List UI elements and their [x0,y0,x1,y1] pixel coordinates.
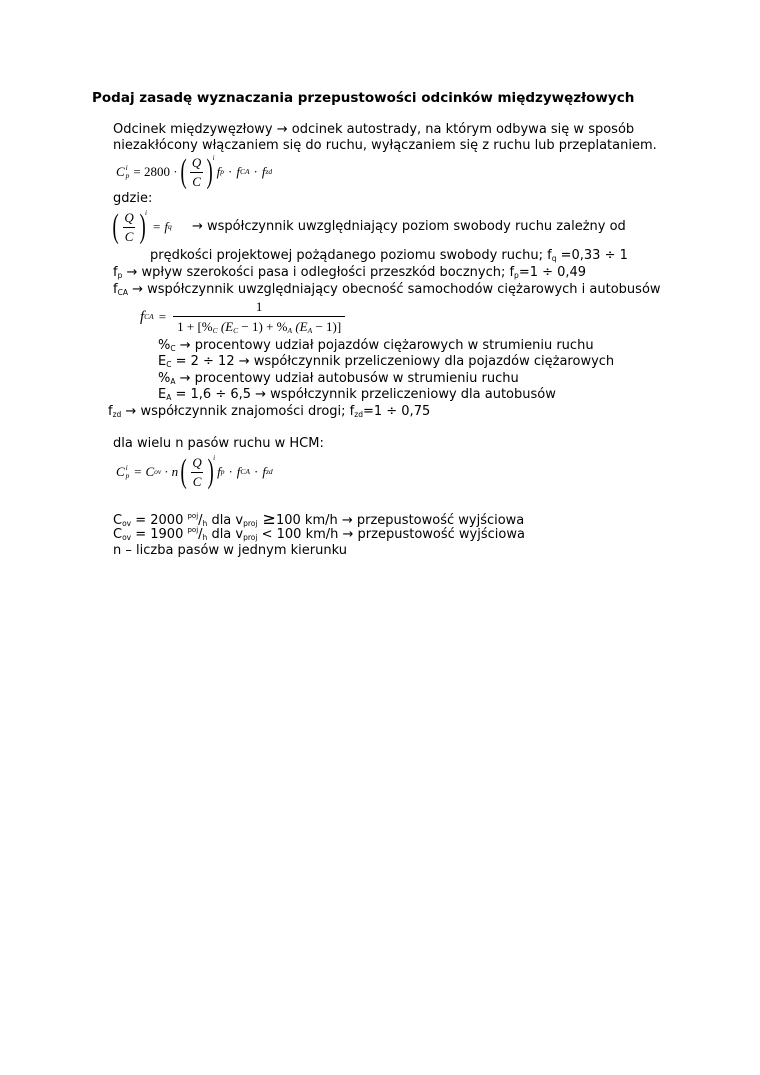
formula-eq: = 2800 · [133,164,178,179]
fq-q: Q [124,209,134,225]
fzd-line: $f_{zd}$ → współczynnik znajomości drogi; $f_{zd}=1 \div 0,75$ [108,404,431,419]
f2-fzd: f [262,464,266,479]
fq-sup: i [145,209,147,217]
hcm-formula: C i p = C ov · n ( $\frac{Q}{C}$ ) i f p · f CA · f zd [116,452,273,492]
f2-q: Q [192,454,202,470]
page-title: Podaj zasadę wyznaczania przepustowości odcinków międzywęzłowych [92,90,635,106]
f2-c-sub: p [125,471,130,480]
hcm-intro: dla wielu n pasów ruchu w HCM: [113,436,324,451]
f-zd: f [261,164,266,179]
fq-formula: ( $\frac{Q}{C}$ ) i = f q [110,207,172,247]
f2-dot: · [164,464,169,479]
f2-c: C [116,464,125,479]
fq-desc-2: prędkości projektowej pożądanego poziomu swobody ruchu; $f_q =0,33 \div 1$ [150,248,628,263]
f2-dot1: · [228,464,233,479]
f-p: f [216,164,221,179]
pa-line: $\%_A$ → procentowy udział autobusów w strumieniu ruchu [158,371,519,386]
cov-2000-line: $C_{ov} = 2000$ $^{poj}/_h$ dla $v_{proj} \ge 100$ km/h → przepustowość wyjściowa [113,509,525,528]
fca-den: $1 + [\%_C$ $(E_C - 1) + \%_A$ $(E_A - 1)$] [173,316,345,335]
dot-2: · [253,164,258,179]
f2-n: n [171,464,179,479]
fca-eq: = [158,309,167,324]
formula-c-sup: i [125,163,128,172]
intro-line-2: niezakłócony włączaniem się do ruchu, wyłączaniem się z ruchu lub przeplataniem. [113,138,657,153]
fq-eq: = [153,219,161,234]
f2-cden: C [192,473,202,489]
fca-line: $f_{CA}$ → współczynnik uwzględniający obecność samochodów ciężarowych i autobusów [113,282,661,297]
fq-f: f [164,219,168,234]
fca-num: 1 [255,299,263,314]
f2-c-sup: i [125,463,128,472]
f2-paren-sup: i [213,454,216,462]
f2-fp: f [217,464,221,479]
paren-sup: i [212,154,215,162]
n-definition: n – liczba pasów w jednym kierunku [113,543,347,558]
frac-c: C [192,173,201,189]
capacity-formula: C i p = 2800 · ( $\frac{Q}{C}$ ) i f p · f CA · f zd [116,152,272,192]
ec-line: $E_C = 2 \div 12$ → współczynnik przeliczeniowy dla pojazdów ciężarowych [158,354,615,369]
fca-formula: f CA = $\frac{1}{1 + [\%_C (E_C - 1) + \%_A (E_A - 1)]}$ [140,297,346,337]
formula-c-sub: p [125,171,130,180]
fca-fraction [173,299,345,335]
frac-q: Q [191,154,202,170]
fq-c: C [124,228,134,244]
f-ca: f [236,164,240,179]
cov-1900-line: $C_{ov} = 1900$ $^{poj}/_h$ dla $v_{proj} < 100$ km/h → przepustowość wyjściowa [113,526,525,542]
intro-line-1: Odcinek międzywęzłowy → odcinek autostrady, na którym odbywa się w sposób [113,122,635,137]
formula-c: C [116,164,125,179]
fq-desc-1: → współczynnik uwzględniający poziom swobody ruchu zależny od [192,219,626,234]
f2-eq: = C [133,464,155,479]
fp-line: $f_p$ → wpływ szerokości pasa i odległości przeszkód bocznych; $f_p=1 \div 0,49$ [113,265,587,280]
f2-fca: f [236,464,241,479]
fca-f: f [140,309,145,325]
gdzie-label: gdzie: [113,191,153,206]
pc-line: $\%_C$ → procentowy udział pojazdów ciężarowych w strumieniu ruchu [158,338,594,353]
formula-paren: ( $\frac{Q}{C}$ ) i [178,155,217,190]
ea-line: $E_A = 1,6 \div 6,5$ → współczynnik przeliczeniowy dla autobusów [158,387,556,402]
f2-dot2: · [254,464,259,479]
dot-1: · [227,164,233,179]
